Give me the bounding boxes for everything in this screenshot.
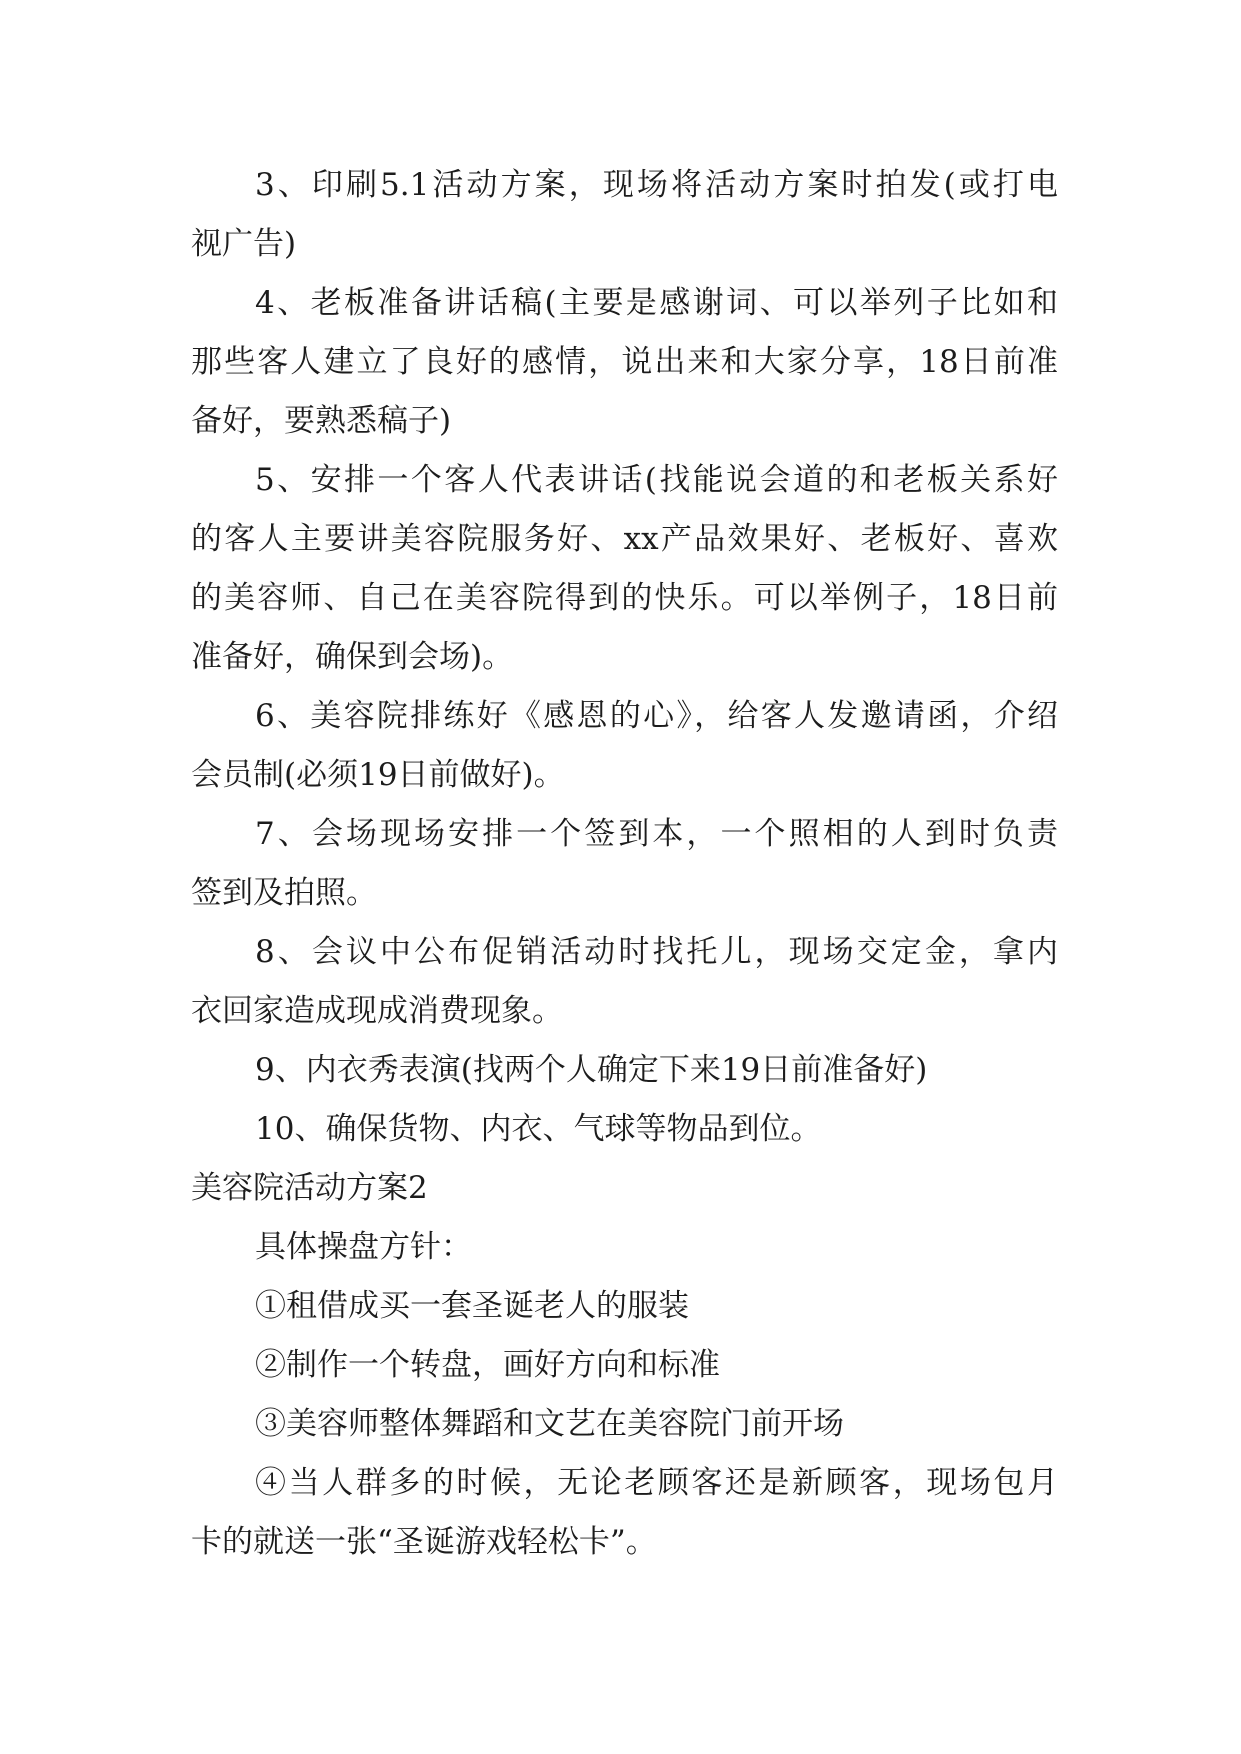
text-line: 3、印刷5.1活动方案，现场将活动方案时拍发(或打电	[255, 167, 1058, 203]
text-line: 10、确保货物、内衣、气球等物品到位。	[255, 1111, 822, 1147]
text-line: 5、安排一个客人代表讲话(找能说会道的和老板关系好	[255, 462, 1058, 498]
list-item-8	[191, 923, 1058, 1041]
list-item-9	[191, 1041, 1058, 1100]
method-item-4	[191, 1454, 1058, 1572]
text-line: ④当人群多的时候，无论老顾客还是新顾客，现场包月	[255, 1465, 1058, 1501]
section-title	[191, 1159, 1058, 1218]
text-line: 6、美容院排练好《感恩的心》，给客人发邀请函，介绍	[255, 698, 1058, 734]
text-line: 4、老板准备讲话稿(主要是感谢词、可以举列子比如和	[255, 285, 1058, 321]
text-line: 7、会场现场安排一个签到本，一个照相的人到时负责	[255, 816, 1058, 852]
text-line: 的美容师、自己在美容院得到的快乐。可以举例子，18日前	[191, 580, 1058, 616]
document-body	[191, 156, 1058, 1572]
text-line: 准备好，确保到会场)。	[191, 639, 514, 675]
text-line: ③美容师整体舞蹈和文艺在美容院门前开场	[255, 1406, 844, 1442]
section-intro	[191, 1218, 1058, 1277]
list-item-3	[191, 156, 1058, 274]
text-line: 那些客人建立了良好的感情，说出来和大家分享，18日前准	[191, 344, 1058, 380]
text-line: 视广告)	[191, 226, 297, 262]
text-line: 9、内衣秀表演(找两个人确定下来19日前准备好)	[255, 1052, 928, 1088]
list-item-4	[191, 274, 1058, 451]
list-item-6	[191, 687, 1058, 805]
text-line: 的客人主要讲美容院服务好、xx产品效果好、老板好、喜欢	[191, 521, 1058, 557]
section-title-text: 美容院活动方案2	[191, 1170, 428, 1206]
method-item-1	[191, 1277, 1058, 1336]
list-item-5	[191, 451, 1058, 687]
text-line: 会员制(必须19日前做好)。	[191, 757, 565, 793]
text-line: 具体操盘方针：	[255, 1229, 472, 1265]
method-item-3	[191, 1395, 1058, 1454]
text-line: ②制作一个转盘，画好方向和标准	[255, 1347, 720, 1383]
text-line: 备好，要熟悉稿子)	[191, 403, 452, 439]
text-line: ①租借成买一套圣诞老人的服装	[255, 1288, 689, 1324]
list-item-7	[191, 805, 1058, 923]
text-line: 8、会议中公布促销活动时找托儿，现场交定金，拿内	[255, 934, 1058, 970]
text-line: 卡的就送一张“圣诞游戏轻松卡”。	[191, 1524, 657, 1560]
text-line: 签到及拍照。	[191, 875, 377, 911]
method-item-2	[191, 1336, 1058, 1395]
list-item-10	[191, 1100, 1058, 1159]
text-line: 衣回家造成现成消费现象。	[191, 993, 563, 1029]
